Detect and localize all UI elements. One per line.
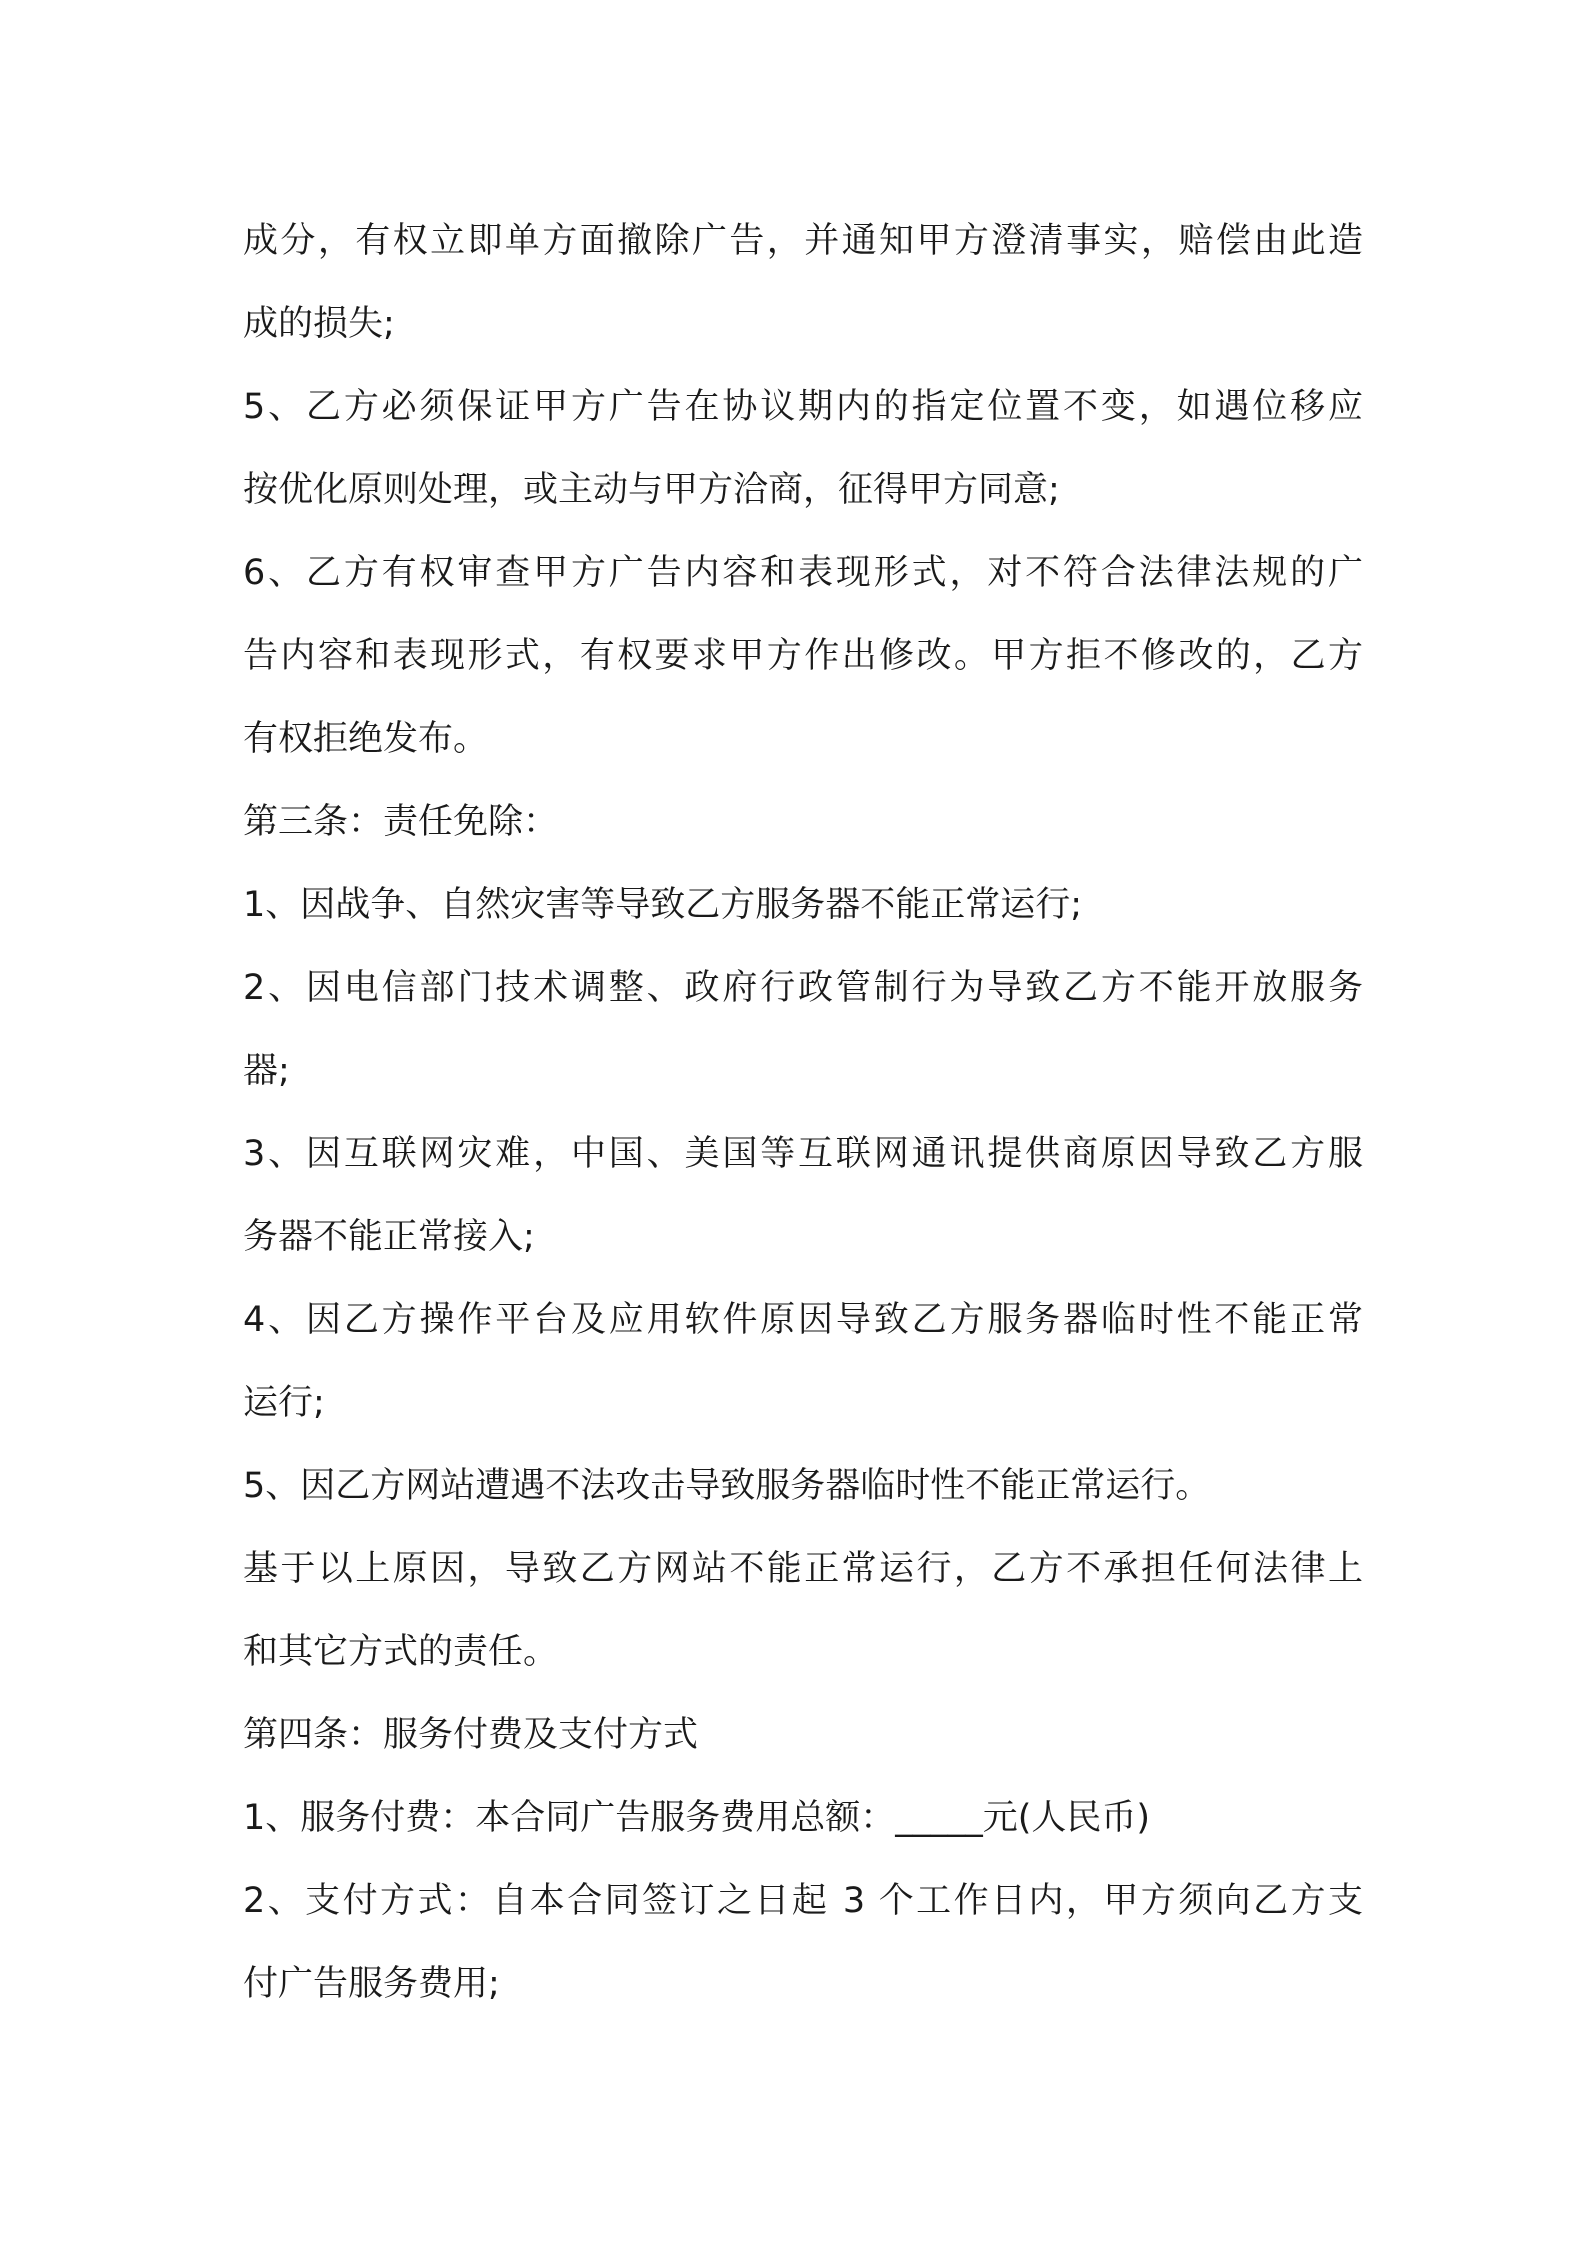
text-line: 1、因战争、自然灾害等导致乙方服务器不能正常运行; [243,885,1083,925]
text-line: 1、服务付费：本合同广告服务费用总额：_____元(人民币) [243,1798,1151,1838]
text-line: 和其它方式的责任。 [243,1632,559,1672]
text-line: 告内容和表现形式，有权要求甲方作出修改。甲方拒不修改的，乙方 [243,636,1363,676]
text-line: 3、因互联网灾难，中国、美国等互联网通讯提供商原因导致乙方服 [243,1134,1363,1174]
text-line: 2、支付方式：自本合同签订之日起 3 个工作日内，甲方须向乙方支 [243,1881,1363,1921]
text-line: 6、乙方有权审查甲方广告内容和表现形式，对不符合法律法规的广 [243,553,1363,593]
text-line: 5、乙方必须保证甲方广告在协议期内的指定位置不变，如遇位移应 [243,387,1363,427]
text-line: 基于以上原因，导致乙方网站不能正常运行，乙方不承担任何法律上 [243,1549,1363,1589]
text-line: 付广告服务费用; [243,1964,500,2004]
text-line: 2、因电信部门技术调整、政府行政管制行为导致乙方不能开放服务 [243,968,1363,1008]
text-line: 5、因乙方网站遭遇不法攻击导致服务器临时性不能正常运行。 [243,1466,1211,1506]
document-body [243,200,1363,2026]
text-line: 务器不能正常接入; [243,1217,535,1257]
text-line: 器; [243,1051,290,1091]
text-line: 有权拒绝发布。 [243,719,489,759]
text-line: 运行; [243,1383,325,1423]
text-line: 4、因乙方操作平台及应用软件原因导致乙方服务器临时性不能正常 [243,1300,1363,1340]
text-line: 按优化原则处理，或主动与甲方洽商，征得甲方同意; [243,470,1060,510]
section-heading: 第四条：服务付费及支付方式 [243,1715,699,1755]
text-line: 成的损失; [243,304,395,344]
section-heading: 第三条：责任免除： [243,802,559,842]
text-line: 成分，有权立即单方面撤除广告，并通知甲方澄清事实，赔偿由此造 [243,221,1363,261]
